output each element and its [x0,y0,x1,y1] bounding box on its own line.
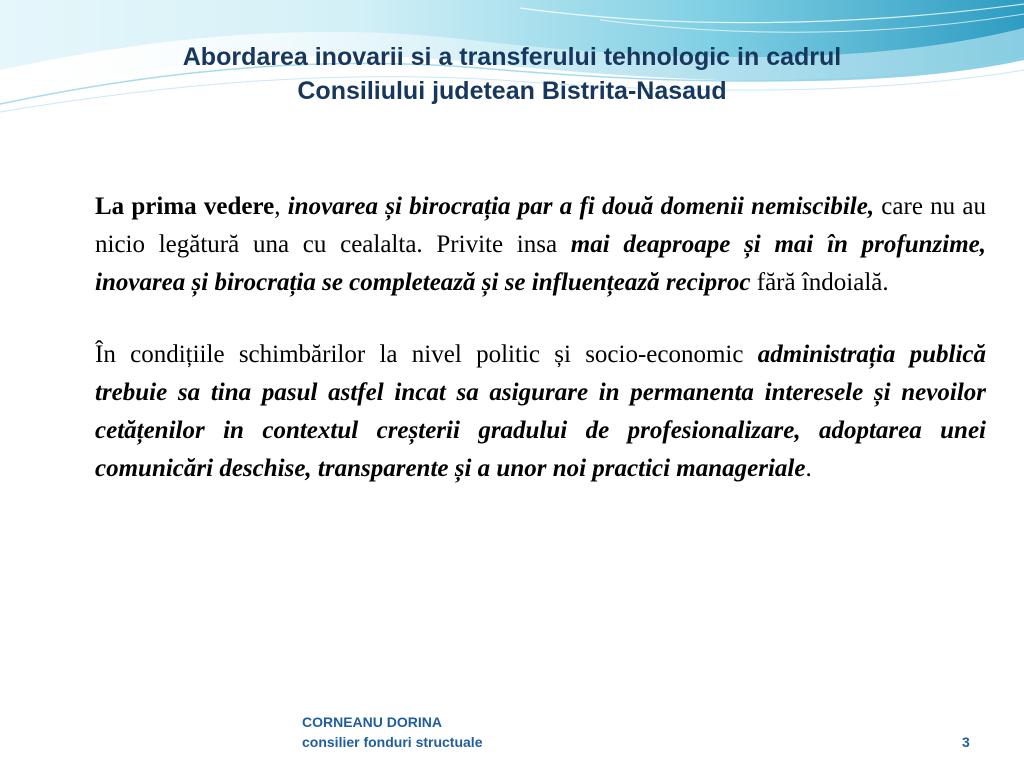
footer-author [302,712,482,752]
slide-title-line-1: Abordarea inovarii si a transferului tehnologic in cadrul [182,43,842,71]
paragraph-2-text-2: . [805,455,812,482]
slide-body [95,188,986,488]
paragraph-2-text-1: În condițiile schimbărilor la nivel politic și socio-economic [95,341,758,368]
paragraph-1-text-1: care nu au nicio legătură una cu cealalta. Privite insa [95,193,986,258]
paragraph-1-text-2: fără îndoială. [750,269,889,296]
paragraph-2-emphasis-1: administrația publică trebuie sa tina pasul astfel incat sa asigurare in permanenta interesele și nevoilor cetățenilor in contextul creșterii gradului de profesionalizare, adoptarea unei comunicări deschise, transparente și a unor noi practici manageriale [95,341,986,482]
paragraph-1 [95,188,986,302]
footer-author-name: CORNEANU DORINA [302,714,442,730]
slide-title-line-2: Consiliului judetean Bistrita-Nasaud [297,77,727,105]
paragraph-1-emphasis-1: inovarea și birocrația par a fi două domenii nemiscibile, [287,193,875,220]
slide-title [40,40,984,108]
paragraph-1-lead: La prima vedere [95,193,275,220]
paragraph-2 [95,336,986,488]
paragraph-1-separator: , [274,193,288,220]
paragraph-1-emphasis-2: mai deaproape și mai în profunzime, inovarea și birocrația se completează și se influențează reciproc [95,231,987,296]
page-number: 3 [962,734,970,750]
footer-author-role: consilier fonduri structuale [302,734,483,750]
